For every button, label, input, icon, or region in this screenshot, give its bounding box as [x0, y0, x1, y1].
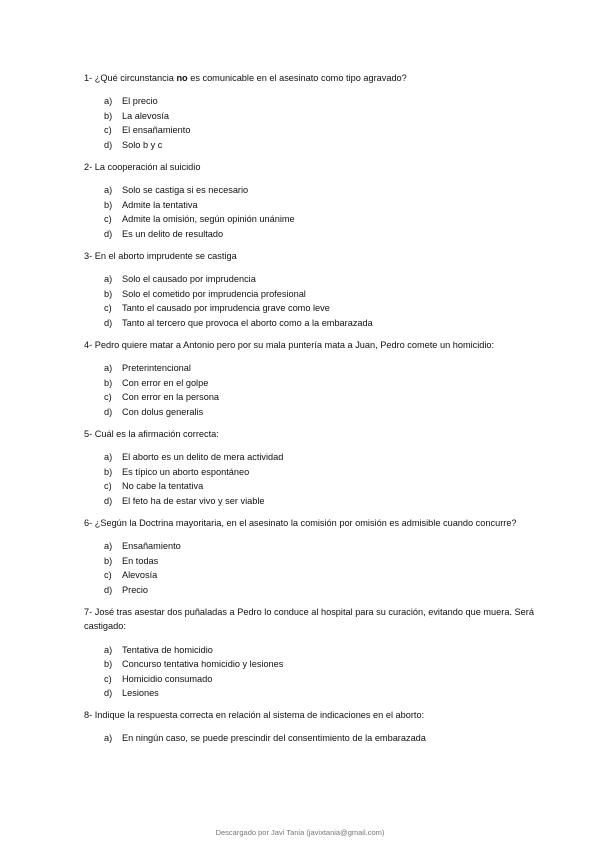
- question-6: [84, 516, 534, 598]
- answer-option: [84, 376, 534, 391]
- answer-option: [84, 657, 534, 672]
- question-text-part: 8- Indique la respuesta correcta en relación al sistema de indicaciones en el aborto:: [84, 710, 425, 721]
- option-letter: b): [104, 199, 113, 210]
- option-letter: b): [104, 555, 113, 566]
- answer-option: [84, 672, 534, 687]
- question-text: [84, 605, 534, 634]
- option-text: Con dolus generalis: [122, 406, 204, 417]
- option-letter: a): [104, 452, 113, 462]
- option-text: Admite la tentativa: [122, 199, 198, 210]
- question-4: [84, 338, 534, 420]
- option-text: Con error en la persona: [122, 392, 220, 403]
- question-text-part: es comunicable en el asesinato como tipo agravado?: [187, 73, 407, 83]
- option-letter: a): [104, 540, 113, 551]
- option-text: No cabe la tentativa: [122, 481, 204, 492]
- question-text-part: 7- José tras asestar dos puñaladas a Pedro lo conduce al hospital para su curación, evitando que muera. Será castigado:: [84, 606, 534, 632]
- option-text: Tanto el causado por imprudencia grave como leve: [122, 303, 330, 314]
- answer-option: [84, 109, 534, 124]
- answer-option: [84, 390, 534, 405]
- answer-options: [84, 731, 534, 746]
- answer-option: [84, 227, 534, 242]
- answer-options: [84, 94, 534, 152]
- option-letter: c): [104, 481, 112, 492]
- option-letter: d): [104, 139, 113, 150]
- option-letter: b): [104, 288, 113, 299]
- question-text: [84, 427, 534, 442]
- answer-option: [84, 686, 534, 701]
- question-text-part: 6- ¿Según la Doctrina mayoritaria, en el asesinato la comisión por omisión es admisible cuando concurre?: [84, 517, 517, 528]
- option-letter: d): [104, 317, 113, 328]
- option-text: En todas: [122, 555, 159, 566]
- question-text-part: 3- En el aborto imprudente se castiga: [84, 250, 237, 261]
- answer-option: [84, 94, 534, 109]
- answer-option: [84, 450, 534, 465]
- answer-option: [84, 361, 534, 376]
- option-text: La alevosía: [122, 110, 169, 121]
- question-text: [84, 516, 534, 531]
- option-text: El aborto es un delito de mera actividad: [122, 452, 284, 462]
- option-text: Es típico un aborto espontáneo: [122, 466, 250, 477]
- option-text: Solo b y c: [122, 139, 163, 150]
- question-2: [84, 160, 534, 242]
- question-text-part: 4- Pedro quiere matar a Antonio pero por su mala puntería mata a Juan, Pedro comete un homicidio:: [84, 339, 495, 350]
- option-text: Alevosía: [122, 570, 158, 581]
- answer-options: [84, 643, 534, 701]
- question-text: [84, 249, 534, 264]
- option-text: Solo el cometido por imprudencia profesional: [122, 288, 306, 299]
- option-text: Ensañamiento: [122, 540, 181, 551]
- question-emphasis: no: [176, 73, 188, 83]
- answer-option: [84, 212, 534, 227]
- option-letter: c): [104, 125, 112, 136]
- option-letter: c): [104, 303, 112, 314]
- option-letter: a): [104, 274, 113, 285]
- answer-option: [84, 554, 534, 569]
- answer-options: [84, 272, 534, 330]
- answer-options: [84, 450, 534, 508]
- answer-option: [84, 568, 534, 583]
- question-5: [84, 427, 534, 509]
- answer-option: [84, 301, 534, 316]
- question-text-part: 5- Cuál es la afirmación correcta:: [84, 428, 219, 439]
- option-letter: c): [104, 392, 112, 403]
- answer-options: [84, 361, 534, 419]
- answer-option: [84, 405, 534, 420]
- option-letter: d): [104, 584, 113, 595]
- question-3: [84, 249, 534, 331]
- answer-option: [84, 583, 534, 598]
- option-letter: b): [104, 466, 113, 477]
- option-text: Solo se castiga si es necesario: [122, 185, 249, 196]
- answer-option: [84, 643, 534, 658]
- option-text: Homicidio consumado: [122, 673, 213, 684]
- answer-option: [84, 539, 534, 554]
- answer-option: [84, 494, 534, 509]
- option-letter: b): [104, 377, 113, 388]
- option-text: Tentativa de homicidio: [122, 644, 213, 655]
- option-text: Con error en el golpe: [122, 377, 209, 388]
- option-letter: c): [104, 673, 112, 684]
- answer-option: [84, 198, 534, 213]
- option-letter: a): [104, 185, 113, 196]
- answer-option: [84, 287, 534, 302]
- option-letter: a): [104, 363, 113, 374]
- option-letter: c): [104, 570, 112, 581]
- option-text: Solo el causado por imprudencia: [122, 274, 256, 285]
- option-letter: a): [104, 644, 113, 655]
- option-letter: a): [104, 96, 113, 107]
- answer-options: [84, 183, 534, 241]
- question-text: [84, 338, 534, 353]
- option-letter: c): [104, 214, 112, 225]
- option-text: El precio: [122, 96, 158, 107]
- question-7: [84, 605, 534, 701]
- option-text: En ningún caso, se puede prescindir del consentimiento de la embarazada: [122, 733, 426, 744]
- option-letter: b): [104, 110, 113, 121]
- answer-option: [84, 316, 534, 331]
- question-1: [84, 71, 534, 153]
- answer-option: [84, 138, 534, 153]
- option-text: Lesiones: [122, 688, 159, 699]
- option-text: Admite la omisión, según opinión unánime: [122, 214, 295, 225]
- answer-option: [84, 183, 534, 198]
- option-text: Tanto al tercero que provoca el aborto como a la embarazada: [122, 317, 373, 328]
- option-text: Concurso tentativa homicidio y lesiones: [122, 659, 284, 670]
- option-letter: d): [104, 495, 113, 506]
- answer-option: [84, 479, 534, 494]
- answer-option: [84, 465, 534, 480]
- question-text-part: 2- La cooperación al suicidio: [84, 161, 201, 172]
- question-text: [84, 708, 534, 723]
- answer-option: [84, 272, 534, 287]
- option-letter: b): [104, 659, 113, 670]
- option-letter: d): [104, 688, 113, 699]
- option-letter: d): [104, 228, 113, 239]
- answer-options: [84, 539, 534, 597]
- option-letter: d): [104, 406, 113, 417]
- option-letter: a): [104, 733, 113, 744]
- option-text: Preterintencional: [122, 363, 191, 374]
- question-8: [84, 708, 534, 746]
- download-footer: Descargado por Javi Tania (javixtania@gmail.com): [215, 828, 385, 837]
- question-text: [84, 71, 534, 86]
- question-text-part: 1- ¿Qué circunstancia: [84, 73, 177, 83]
- quiz-document: [84, 71, 534, 753]
- option-text: El feto ha de estar vivo y ser viable: [122, 495, 265, 506]
- answer-option: [84, 731, 534, 746]
- option-text: Precio: [122, 584, 149, 595]
- option-text: Es un delito de resultado: [122, 228, 224, 239]
- option-text: El ensañamiento: [122, 125, 191, 136]
- question-text: [84, 160, 534, 175]
- answer-option: [84, 123, 534, 138]
